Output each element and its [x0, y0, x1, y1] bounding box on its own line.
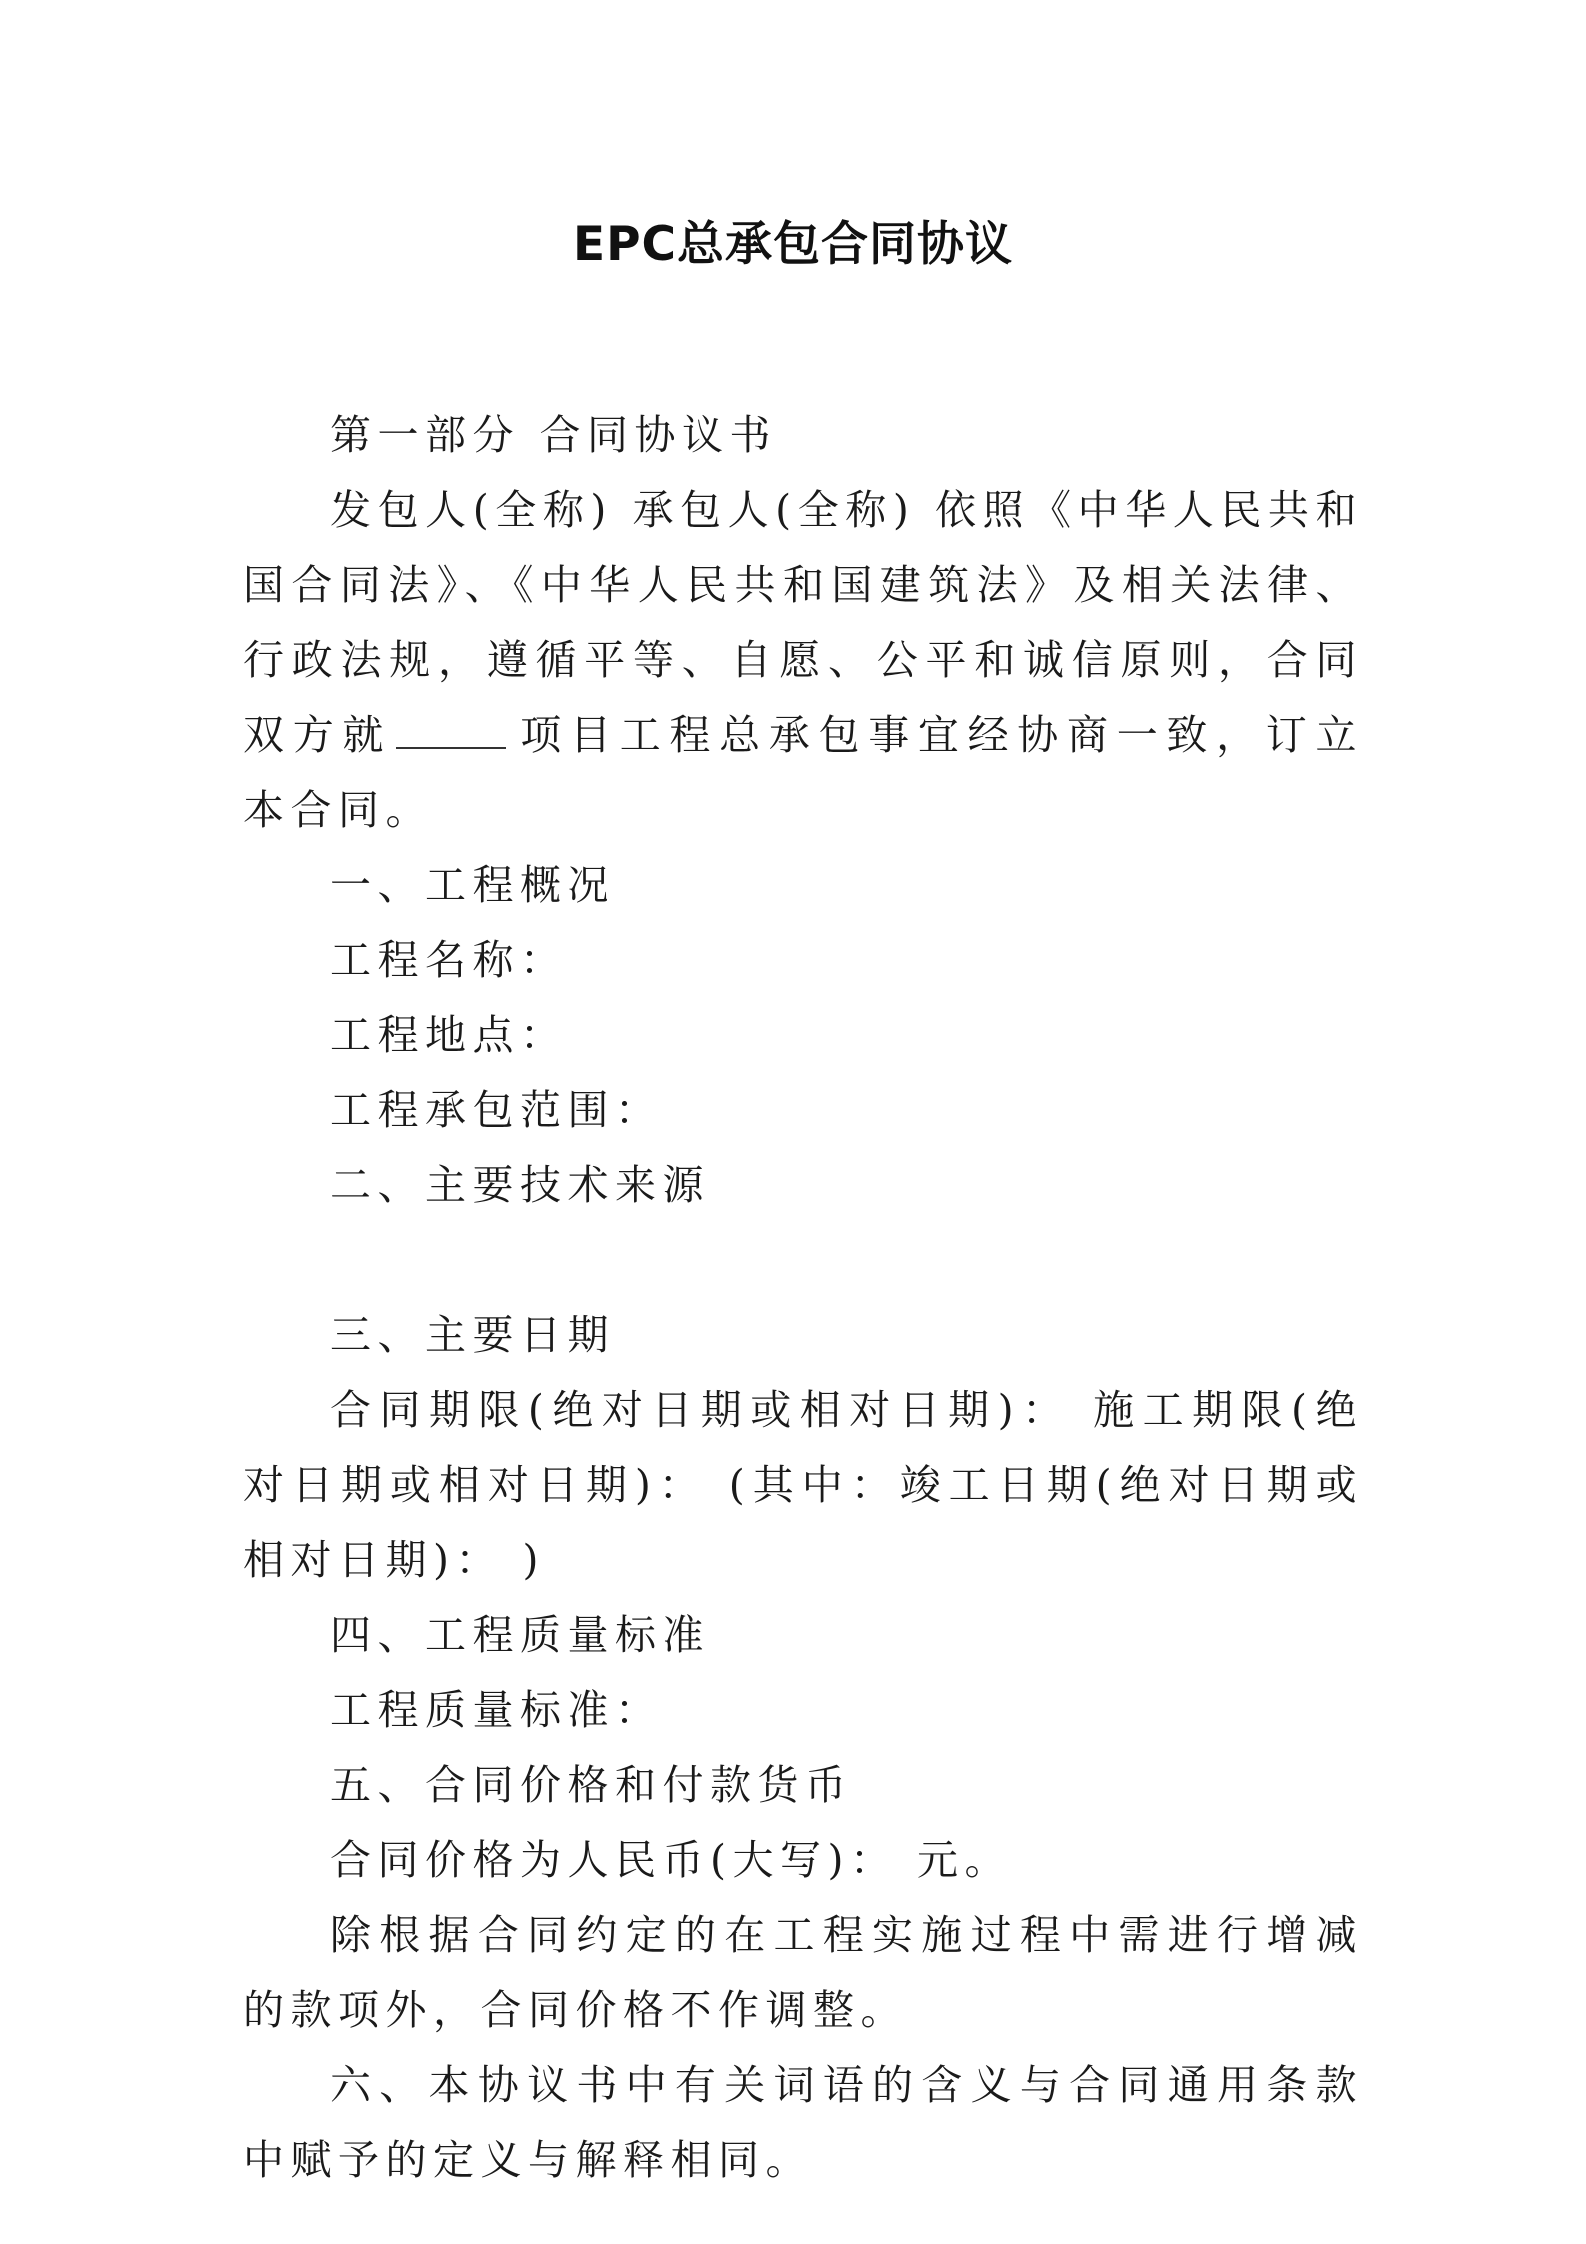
- section5-heading: 五、合同价格和付款货币: [330, 1761, 853, 1809]
- section4-heading: 四、工程质量标准: [330, 1611, 710, 1659]
- intro-paragraph: [243, 473, 1363, 848]
- part-heading: 第一部分 合同协议书: [330, 411, 778, 459]
- section2-heading: 二、主要技术来源: [330, 1161, 710, 1209]
- section1-heading: 一、工程概况: [330, 861, 615, 909]
- section6-paragraph: 六、本协议书中有关词语的含义与合同通用条款中赋予的定义与解释相同。: [243, 2061, 1363, 2184]
- project-name-label: 工程名称：: [330, 936, 568, 984]
- project-location-label: 工程地点：: [330, 1011, 568, 1059]
- intro-text-start: 发包人(全称) 承包人(全称) 依照《中华人民共和国合同法》、《中华人民共和国建筑法》及相关法律、行政法规，遵循平等、自愿、公平和诚信原则，合同双方就: [243, 486, 1363, 759]
- price-adjustment-paragraph: 除根据合同约定的在工程实施过程中需进行增减的款项外，合同价格不作调整。: [243, 1911, 1363, 2034]
- section3-heading: 三、主要日期: [330, 1311, 615, 1359]
- document-title: EPC总承包合同协议: [572, 217, 1014, 272]
- quality-standard-label: 工程质量标准：: [330, 1686, 663, 1734]
- project-name-blank: [396, 717, 506, 749]
- section-gap: [243, 1223, 1363, 1298]
- contract-price-text: 合同价格为人民币(大写)： 元。: [330, 1836, 1013, 1884]
- project-scope-label: 工程承包范围：: [330, 1086, 663, 1134]
- dates-paragraph: 合同期限(绝对日期或相对日期)： 施工期限(绝对日期或相对日期)： (其中：竣工日期(绝对日期或相对日期)： ): [243, 1386, 1363, 1584]
- document-body: [243, 398, 1363, 2198]
- intro-text-end: 项目工程总承包事宜经协商一致，订立本合同。: [243, 711, 1364, 834]
